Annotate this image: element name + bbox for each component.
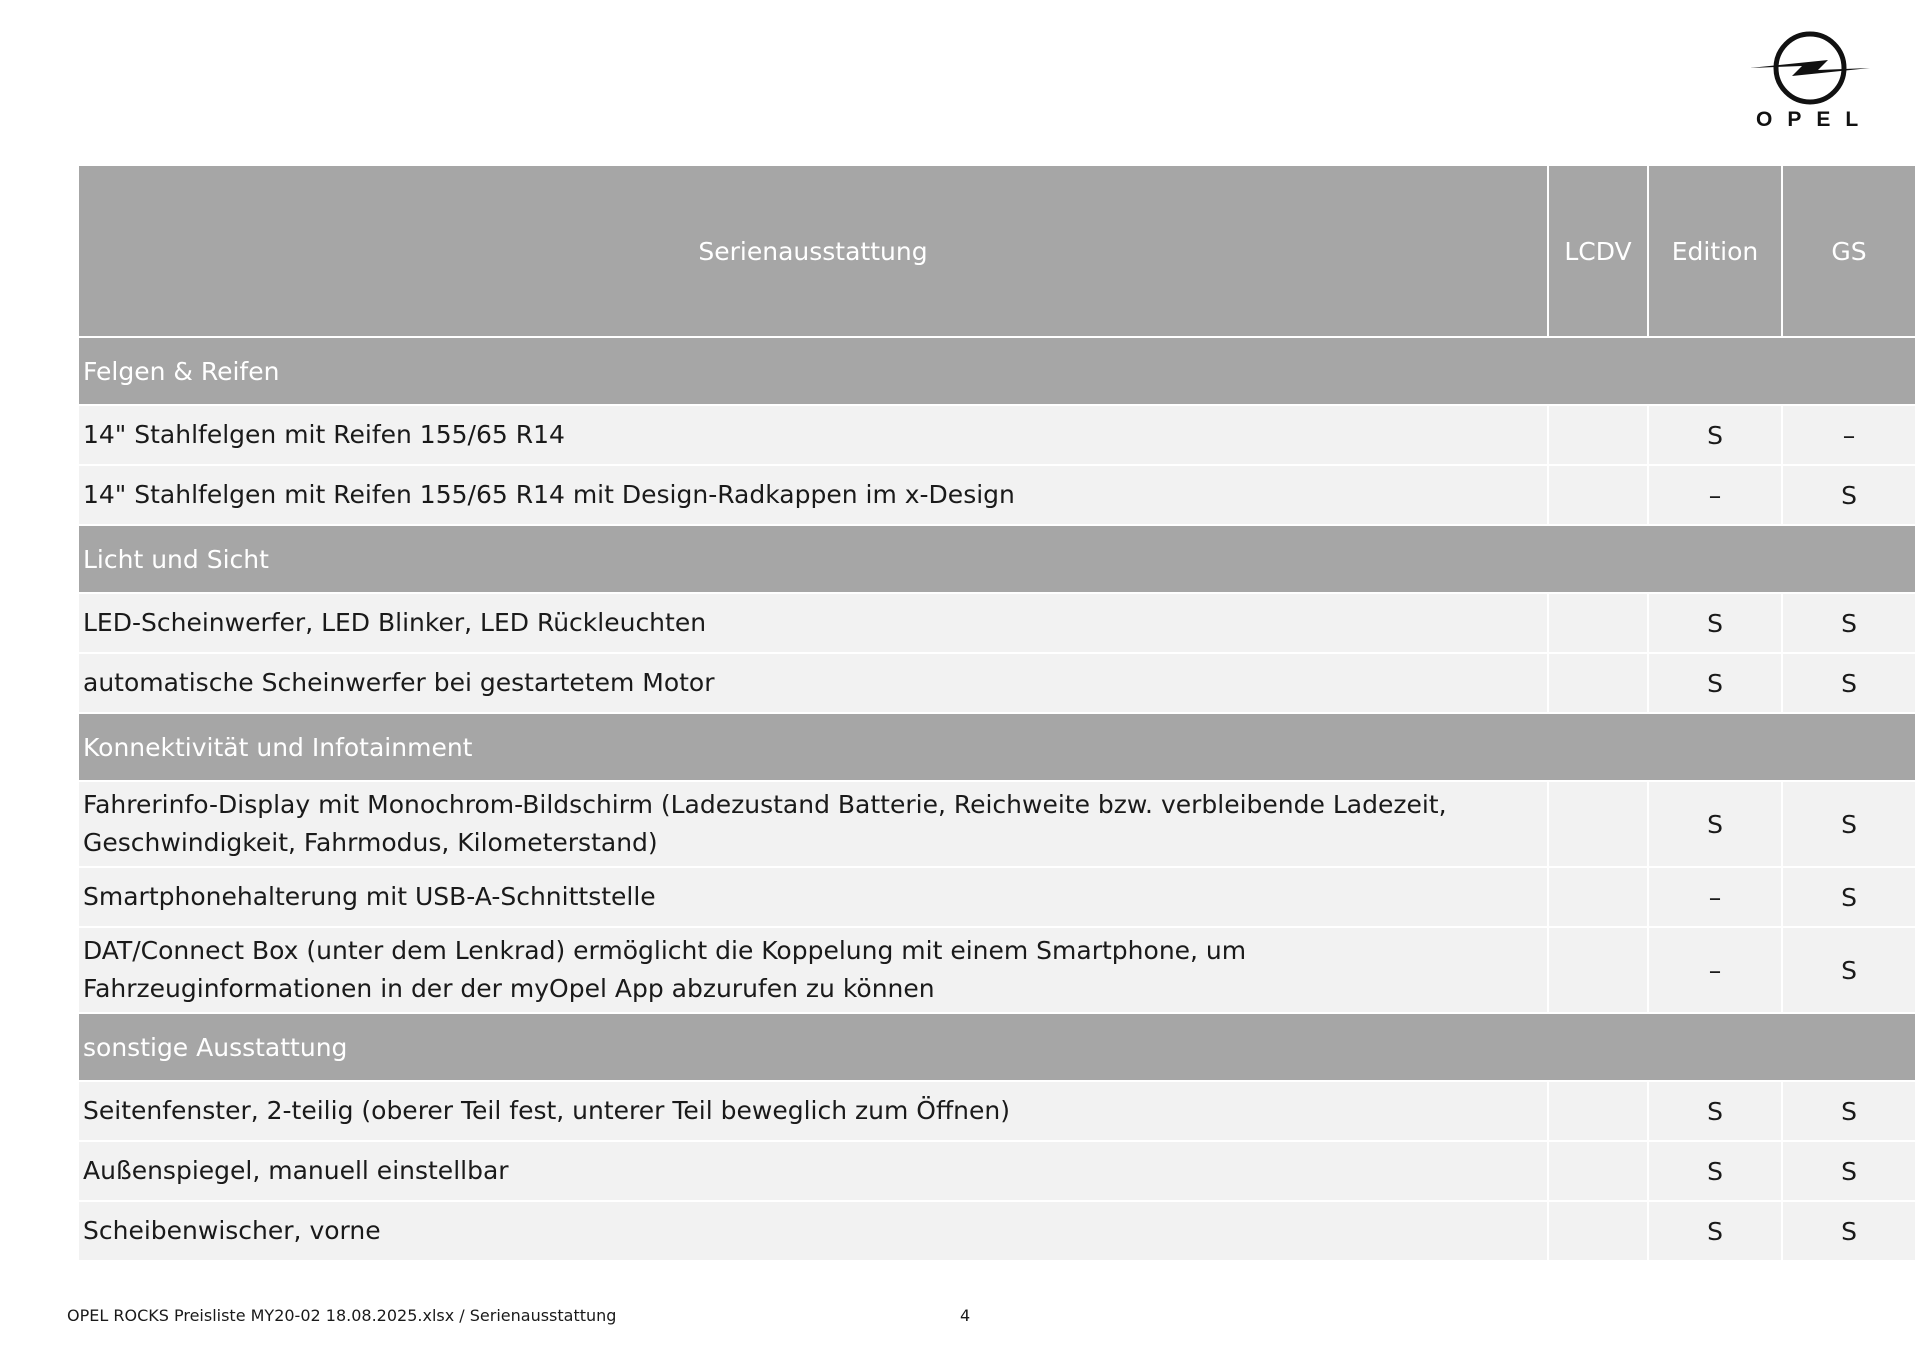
- lcdv-cell: [1548, 927, 1648, 1013]
- feature-cell: LED-Scheinwerfer, LED Blinker, LED Rückleuchten: [78, 593, 1548, 653]
- edition-cell: S: [1648, 1201, 1782, 1261]
- opel-blitz-icon: [1748, 28, 1872, 108]
- edition-cell: S: [1648, 1141, 1782, 1201]
- table-row: [78, 653, 1916, 713]
- lcdv-cell: [1548, 653, 1648, 713]
- edition-cell: –: [1648, 927, 1782, 1013]
- table-row: [78, 927, 1916, 1013]
- gs-cell: S: [1782, 653, 1916, 713]
- edition-cell: S: [1648, 405, 1782, 465]
- lcdv-cell: [1548, 1081, 1648, 1141]
- section-row: [78, 1013, 1916, 1081]
- feature-cell: Außenspiegel, manuell einstellbar: [78, 1141, 1548, 1201]
- lcdv-cell: [1548, 1201, 1648, 1261]
- table-row: [78, 781, 1916, 867]
- footer-source: OPEL ROCKS Preisliste MY20-02 18.08.2025.xlsx / Serienausstattung: [67, 1306, 617, 1325]
- gs-cell: S: [1782, 1201, 1916, 1261]
- header-lcdv: LCDV: [1548, 165, 1648, 337]
- gs-cell: –: [1782, 405, 1916, 465]
- table-row: [78, 465, 1916, 525]
- section-row: [78, 337, 1916, 405]
- gs-cell: S: [1782, 593, 1916, 653]
- feature-cell: 14" Stahlfelgen mit Reifen 155/65 R14: [78, 405, 1548, 465]
- table-row: [78, 1081, 1916, 1141]
- page-number: 4: [960, 1306, 971, 1325]
- feature-cell: Fahrerinfo-Display mit Monochrom-Bildschirm (Ladezustand Batterie, Reichweite bzw. verbleibende Ladezeit, Geschwindigkeit, Fahrmodus, Kilometerstand): [78, 781, 1548, 867]
- opel-logo: [1748, 28, 1872, 138]
- gs-cell: S: [1782, 781, 1916, 867]
- feature-cell: Scheibenwischer, vorne: [78, 1201, 1548, 1261]
- header-feature: Serienausstattung: [78, 165, 1548, 337]
- table-row: [78, 867, 1916, 927]
- lcdv-cell: [1548, 465, 1648, 525]
- gs-cell: S: [1782, 927, 1916, 1013]
- section-title: sonstige Ausstattung: [78, 1013, 1916, 1081]
- section-title: Licht und Sicht: [78, 525, 1916, 593]
- gs-cell: S: [1782, 465, 1916, 525]
- section-row: [78, 713, 1916, 781]
- equipment-table: [77, 164, 1917, 1262]
- edition-cell: S: [1648, 653, 1782, 713]
- header-edition: Edition: [1648, 165, 1782, 337]
- table-row: [78, 405, 1916, 465]
- edition-cell: S: [1648, 1081, 1782, 1141]
- lcdv-cell: [1548, 781, 1648, 867]
- section-title: Felgen & Reifen: [78, 337, 1916, 405]
- brand-wordmark: OPEL: [1756, 108, 1874, 131]
- section-row: [78, 525, 1916, 593]
- table-row: [78, 593, 1916, 653]
- feature-cell: Smartphonehalterung mit USB-A-Schnittstelle: [78, 867, 1548, 927]
- lcdv-cell: [1548, 1141, 1648, 1201]
- gs-cell: S: [1782, 1081, 1916, 1141]
- feature-cell: Seitenfenster, 2-teilig (oberer Teil fest, unterer Teil beweglich zum Öffnen): [78, 1081, 1548, 1141]
- table-row: [78, 1141, 1916, 1201]
- table-row: [78, 1201, 1916, 1261]
- gs-cell: S: [1782, 1141, 1916, 1201]
- header-gs: GS: [1782, 165, 1916, 337]
- lcdv-cell: [1548, 593, 1648, 653]
- section-title: Konnektivität und Infotainment: [78, 713, 1916, 781]
- feature-cell: automatische Scheinwerfer bei gestartetem Motor: [78, 653, 1548, 713]
- edition-cell: –: [1648, 465, 1782, 525]
- edition-cell: –: [1648, 867, 1782, 927]
- edition-cell: S: [1648, 593, 1782, 653]
- gs-cell: S: [1782, 867, 1916, 927]
- lcdv-cell: [1548, 405, 1648, 465]
- feature-cell: DAT/Connect Box (unter dem Lenkrad) ermöglicht die Koppelung mit einem Smartphone, um Fahrzeuginformationen in der der myOpel App abzurufen zu können: [78, 927, 1548, 1013]
- table-header-row: [78, 165, 1916, 337]
- edition-cell: S: [1648, 781, 1782, 867]
- lcdv-cell: [1548, 867, 1648, 927]
- feature-cell: 14" Stahlfelgen mit Reifen 155/65 R14 mit Design-Radkappen im x-Design: [78, 465, 1548, 525]
